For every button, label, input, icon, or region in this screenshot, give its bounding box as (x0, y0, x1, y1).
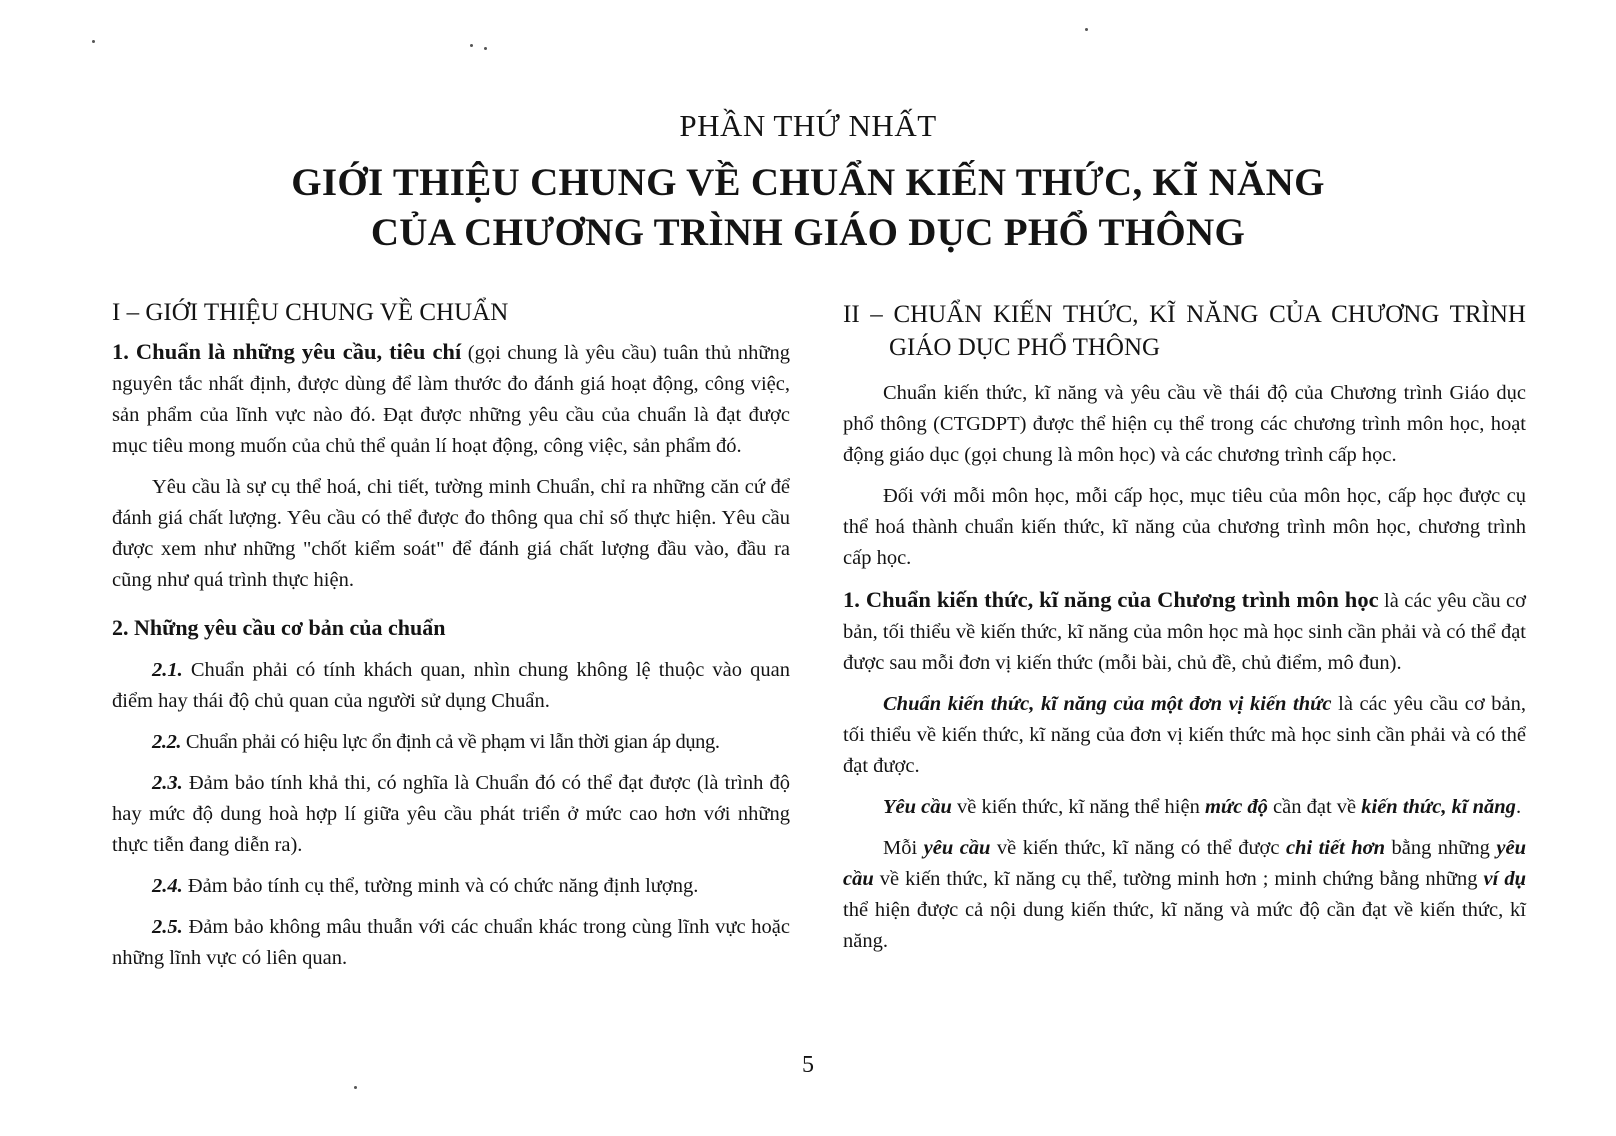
paragraph-text: Mỗi (883, 837, 924, 859)
sub-heading: 2. Những yêu cầu cơ bản của chuẩn (112, 615, 446, 640)
page-number: 5 (802, 1052, 814, 1078)
paragraph-text: về kiến thức, kĩ năng có thể được (990, 837, 1286, 859)
item-number: 2.5. (152, 916, 183, 938)
emphasis-text: Chuẩn kiến thức, kĩ năng của một đơn vị kiến thức (883, 693, 1332, 715)
paragraph: Chuẩn kiến thức, kĩ năng và yêu cầu về thái độ của Chương trình Giáo dục phổ thông (CTGDPT) được thể hiện cụ thể trong các chương trình môn học, hoạt động giáo dục (gọi chung là môn học) và các chương trình cấp học. (843, 382, 1526, 466)
paragraph-text: . (1515, 796, 1522, 818)
item-text: Đảm bảo tính khả thi, có nghĩa là Chuẩn đó có thể đạt được (là trình độ hay mức độ dung hoà hợp lí giữa yêu cầu phát triển ở mức cao hơn với những thực tiễn đang diễn ra). (112, 772, 790, 856)
emphasis-text: yêu cầu (923, 837, 991, 859)
emphasis-text: chi tiết hơn (1285, 837, 1386, 859)
scan-speck (354, 1086, 357, 1089)
section-heading-1: I – GIỚI THIỆU CHUNG VỀ CHUẨN (112, 299, 509, 326)
main-title-line-2: CỦA CHƯƠNG TRÌNH GIÁO DỤC PHỔ THÔNG (370, 211, 1246, 254)
item-text: Chuẩn phải có hiệu lực ổn định cả về phạm vi lẫn thời gian áp dụng. (181, 731, 720, 753)
scan-speck (470, 44, 473, 47)
paragraph (112, 336, 790, 462)
section-heading-2: II – CHUẨN KIẾN THỨC, KĨ NĂNG CỦA CHƯƠNG TRÌNH GIÁO DỤC PHỔ THÔNG (843, 301, 1526, 361)
paragraph-text: bằng những (1385, 837, 1497, 859)
definition-lead: 1. Chuẩn kiến thức, kĩ năng của Chương trình môn học (843, 587, 1379, 612)
emphasis-text: kiến thức, kĩ năng (1361, 796, 1516, 818)
scan-speck (1085, 28, 1088, 31)
definition-lead: 1. Chuẩn là những yêu cầu, tiêu chí (112, 339, 462, 364)
paragraph-text: về kiến thức, kĩ năng cụ thể, tường minh hơn ; minh chứng bằng những (873, 868, 1484, 890)
item-text: Đảm bảo không mâu thuẫn với các chuẩn khác trong cùng lĩnh vực hoặc những lĩnh vực có liên quan. (112, 916, 790, 969)
list-item (112, 727, 790, 758)
paragraph (843, 689, 1526, 782)
right-column (843, 296, 1526, 967)
list-item (112, 912, 790, 974)
item-text: Đảm bảo tính cụ thể, tường minh và có chức năng định lượng. (182, 875, 699, 897)
paragraph-text: (gọi chung là yêu cầu) tuân thủ những nguyên tắc nhất định, được dùng để làm thước đo đánh giá hoạt động, công việc, sản phẩm của lĩnh vực nào đó. Đạt được những yêu cầu của chuẩn là đạt được mục tiêu mong muốn của chủ thể quản lí hoạt động, công việc, sản phẩm đó. (112, 342, 791, 457)
list-item (112, 655, 790, 717)
paragraph-text: về kiến thức, kĩ năng thể hiện (951, 796, 1205, 818)
item-number: 2.3. (152, 772, 183, 794)
paragraph-text: thể hiện được cả nội dung kiến thức, kĩ năng và mức độ cần đạt về kiến thức, kĩ năng. (843, 899, 1526, 952)
paragraph: Yêu cầu là sự cụ thể hoá, chi tiết, tường minh Chuẩn, chỉ ra những căn cứ để đánh giá chất lượng. Yêu cầu có thể được đo thông qua chỉ số thực hiện. Yêu cầu được xem như những "chốt kiểm soát" để đánh giá chất lượng đầu vào, đầu ra cũng như quá trình thực hiện. (112, 476, 790, 591)
part-label: PHẦN THỨ NHẤT (679, 108, 937, 143)
paragraph-text: cần đạt về (1267, 796, 1362, 818)
item-number: 2.2. (152, 731, 182, 753)
paragraph (843, 584, 1526, 679)
emphasis-text: mức độ (1204, 796, 1268, 818)
item-text: Chuẩn phải có tính khách quan, nhìn chung không lệ thuộc vào quan điểm hay thái độ chủ quan của người sử dụng Chuẩn. (112, 659, 790, 712)
paragraph (843, 833, 1526, 957)
main-title (0, 158, 1616, 258)
paragraph-text: là các yêu cầu cơ bản, tối thiểu về kiến thức, kĩ năng của đơn vị kiến thức mà học sinh cần phải và có thể đạt được. (843, 693, 1526, 777)
list-item (112, 768, 790, 861)
left-column (112, 296, 790, 984)
emphasis-text: yêu cầu (843, 837, 1526, 890)
scan-speck (92, 40, 95, 43)
item-number: 2.1. (152, 659, 183, 681)
list-item (112, 871, 790, 902)
emphasis-text: Yêu cầu (883, 796, 952, 818)
scan-speck (484, 47, 487, 50)
paragraph: Đối với mỗi môn học, mỗi cấp học, mục tiêu của môn học, cấp học được cụ thể hoá thành chuẩn kiến thức, kĩ năng của chương trình môn học, chương trình cấp học. (843, 485, 1526, 569)
item-number: 2.4. (152, 875, 183, 897)
emphasis-text: ví dụ (1483, 868, 1527, 890)
paragraph (843, 792, 1526, 823)
paragraph-text: là các yêu cầu cơ bản, tối thiểu về kiến thức, kĩ năng của môn học mà học sinh cần phải và có thể đạt được sau mỗi đơn vị kiến thức (mỗi bài, chủ đề, chủ điểm, mô đun). (843, 590, 1526, 674)
main-title-line-1: GIỚI THIỆU CHUNG VỀ CHUẨN KIẾN THỨC, KĨ NĂNG (291, 161, 1325, 204)
